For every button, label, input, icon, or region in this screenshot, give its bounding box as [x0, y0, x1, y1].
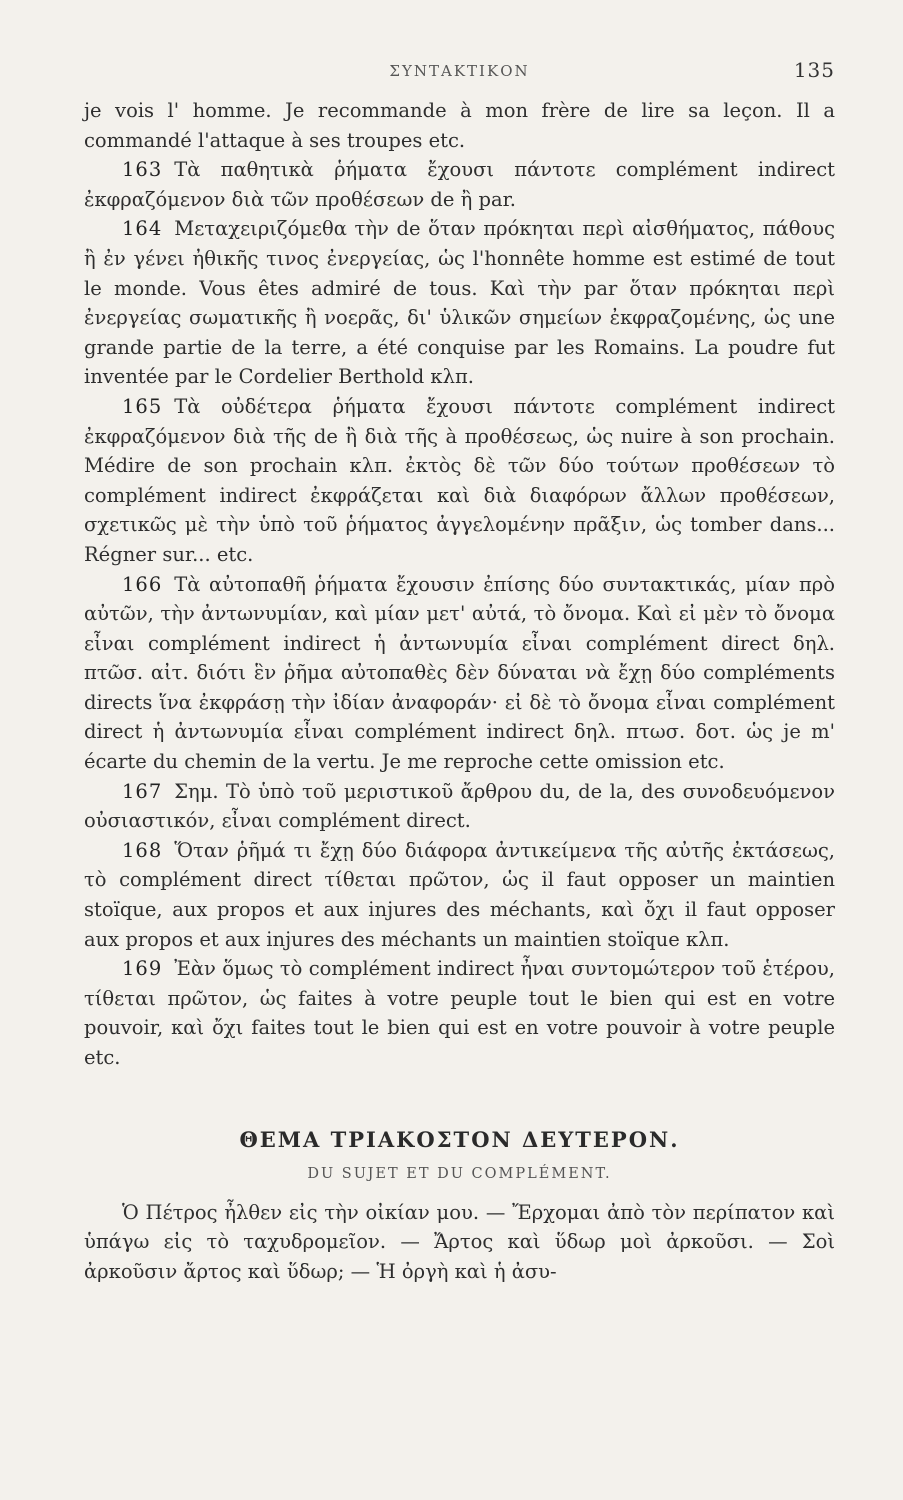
running-head	[84, 56, 835, 96]
paragraph-text: Τὰ οὐδέτερα ῥήματα ἔχουσι πάντοτε complément indirect ἐκφραζόμενον διὰ τῆς de ἢ διὰ τῆς à προθέσεως, ὡς nuire à son prochain. Médire de son prochain κλπ. ἐκτὸς δὲ τῶν δύο τούτων προθέσεων τὸ complément indirect ἐκφράζεται καὶ διὰ διαφόρων ἄλλων προθέσεων, σχετικῶς μὲ τὴν ὑπὸ τοῦ ῥήματος ἀγγελομένην πρᾶξιν, ὡς tomber dans... Régner sur... etc.	[84, 394, 835, 566]
body-text	[84, 96, 835, 1073]
paragraph-text: Μεταχειριζόμεθα τὴν de ὅταν πρόκηται περὶ αἰσθήματος, πάθους ἢ ἐν γένει ἠθικῆς τινος ἐνεργείας, ὡς l'honnête homme est estimé de tout le monde. Vous êtes admiré de tous. Καὶ τὴν par ὅταν πρόκηται περὶ ἐνεργείας σωματικῆς ἢ νοερᾶς, δι' ὑλικῶν σημείων ἐκφραζομένης, ὡς une grande partie de la terre, a été conquise par les Romains. La poudre fut inventée par le Cordelier Berthold κλπ.	[84, 217, 835, 389]
paragraph-164	[84, 214, 835, 392]
section-subtitle: DU SUJET ET DU COMPLÉMENT.	[307, 1165, 612, 1182]
paragraph-text: Ὅταν ῥῆμά τι ἔχῃ δύο διάφορα ἀντικείμενα τῆς αὐτῆς ἐκτάσεως, τὸ complément direct τίθεται πρῶτον, ὡς il faut opposer un maintien stoïque, aux propos et aux injures des méchants, καὶ ὄχι il faut opposer aux propos et aux injures des méchants un maintien stoïque κλπ.	[84, 838, 835, 951]
paragraph-text: Τὰ αὐτοπαθῆ ῥήματα ἔχουσιν ἐπίσης δύο συντακτικάς, μίαν πρὸ αὐτῶν, τὴν ἀντωνυμίαν, καὶ μίαν μετ' αὐτά, τὸ ὄνομα. Καὶ εἰ μὲν τὸ ὄνομα εἶναι complément indirect ἡ ἀντωνυμία εἶναι complément direct δηλ. πτῶσ. αἰτ. διότι ἓν ῥῆμα αὐτοπαθὲς δὲν δύναται νὰ ἔχῃ δύο compléments directs ἵνα ἐκφράσῃ τὴν ἰδίαν ἀναφοράν· εἰ δὲ τὸ ὄνομα εἶναι complément direct ἡ ἀντωνυμία εἶναι complément indirect δηλ. πτωσ. δοτ. ὡς je m' écarte du chemin de la vertu. Je me reproche cette omission etc.	[84, 572, 835, 774]
paragraph-number: 164	[122, 217, 163, 241]
paragraph-text: Ἐὰν ὅμως τὸ complément indirect ἦναι συντομώτερον τοῦ ἑτέρου, τίθεται πρῶτον, ὡς faites à votre peuple tout le bien qui est en votre pouvoir, καὶ ὄχι faites tout le bien qui est en votre pouvoir à votre peuple etc.	[84, 957, 835, 1069]
paragraph-number: 168	[122, 838, 163, 862]
exercise-paragraph	[84, 1198, 835, 1287]
paragraph-text: Σημ. Τὸ ὑπὸ τοῦ μεριστικοῦ ἄρθρου du, de la, des συνοδευόμενον οὐσιαστικόν, εἶναι complément direct.	[84, 779, 835, 833]
paragraph-text: Τὰ παθητικὰ ῥήματα ἔχουσι πάντοτε complément indirect ἐκφραζόμενον διὰ τῶν προθέσεων de ἢ par.	[84, 158, 835, 211]
paragraph-165	[84, 392, 835, 570]
exercise-block	[84, 1198, 835, 1287]
paragraph-number: 169	[122, 957, 163, 981]
paragraph-continued	[84, 96, 835, 155]
paragraph-168	[84, 836, 835, 954]
paragraph-text: je vois l' homme. Je recommande à mon frère de lire sa leçon. Il a commandé l'attaque à ses troupes etc.	[84, 99, 835, 152]
paragraph-167	[84, 777, 835, 836]
paragraph-169	[84, 954, 835, 1072]
paragraph-number: 167	[122, 779, 163, 803]
paragraph-number: 165	[122, 394, 163, 418]
paragraph-number: 166	[122, 572, 163, 596]
paragraph-163	[84, 155, 835, 214]
page-number: 135	[793, 58, 835, 82]
section-title: ΘΕΜΑ ΤΡΙΑΚΟΣΤΟΝ ΔΕΥΤΕΡΟΝ.	[239, 1126, 680, 1152]
running-title: ΣΥΝΤΑΚΤΙΚΟΝ	[389, 62, 530, 80]
exercise-text: Ὁ Πέτρος ἦλθεν εἰς τὴν οἰκίαν μου. — Ἔρχομαι ἀπὸ τὸν περίπατον καὶ ὑπάγω εἰς τὸ ταχυδρομεῖον. — Ἄρτος καὶ ὕδωρ μοὶ ἀρκοῦσι. — Σοὶ ἀρκοῦσιν ἄρτος καὶ ὕδωρ; — Ἡ ὀργὴ καὶ ἡ ἀσυ-	[84, 1200, 835, 1283]
paragraph-166	[84, 570, 835, 777]
paragraph-number: 163	[122, 158, 163, 182]
